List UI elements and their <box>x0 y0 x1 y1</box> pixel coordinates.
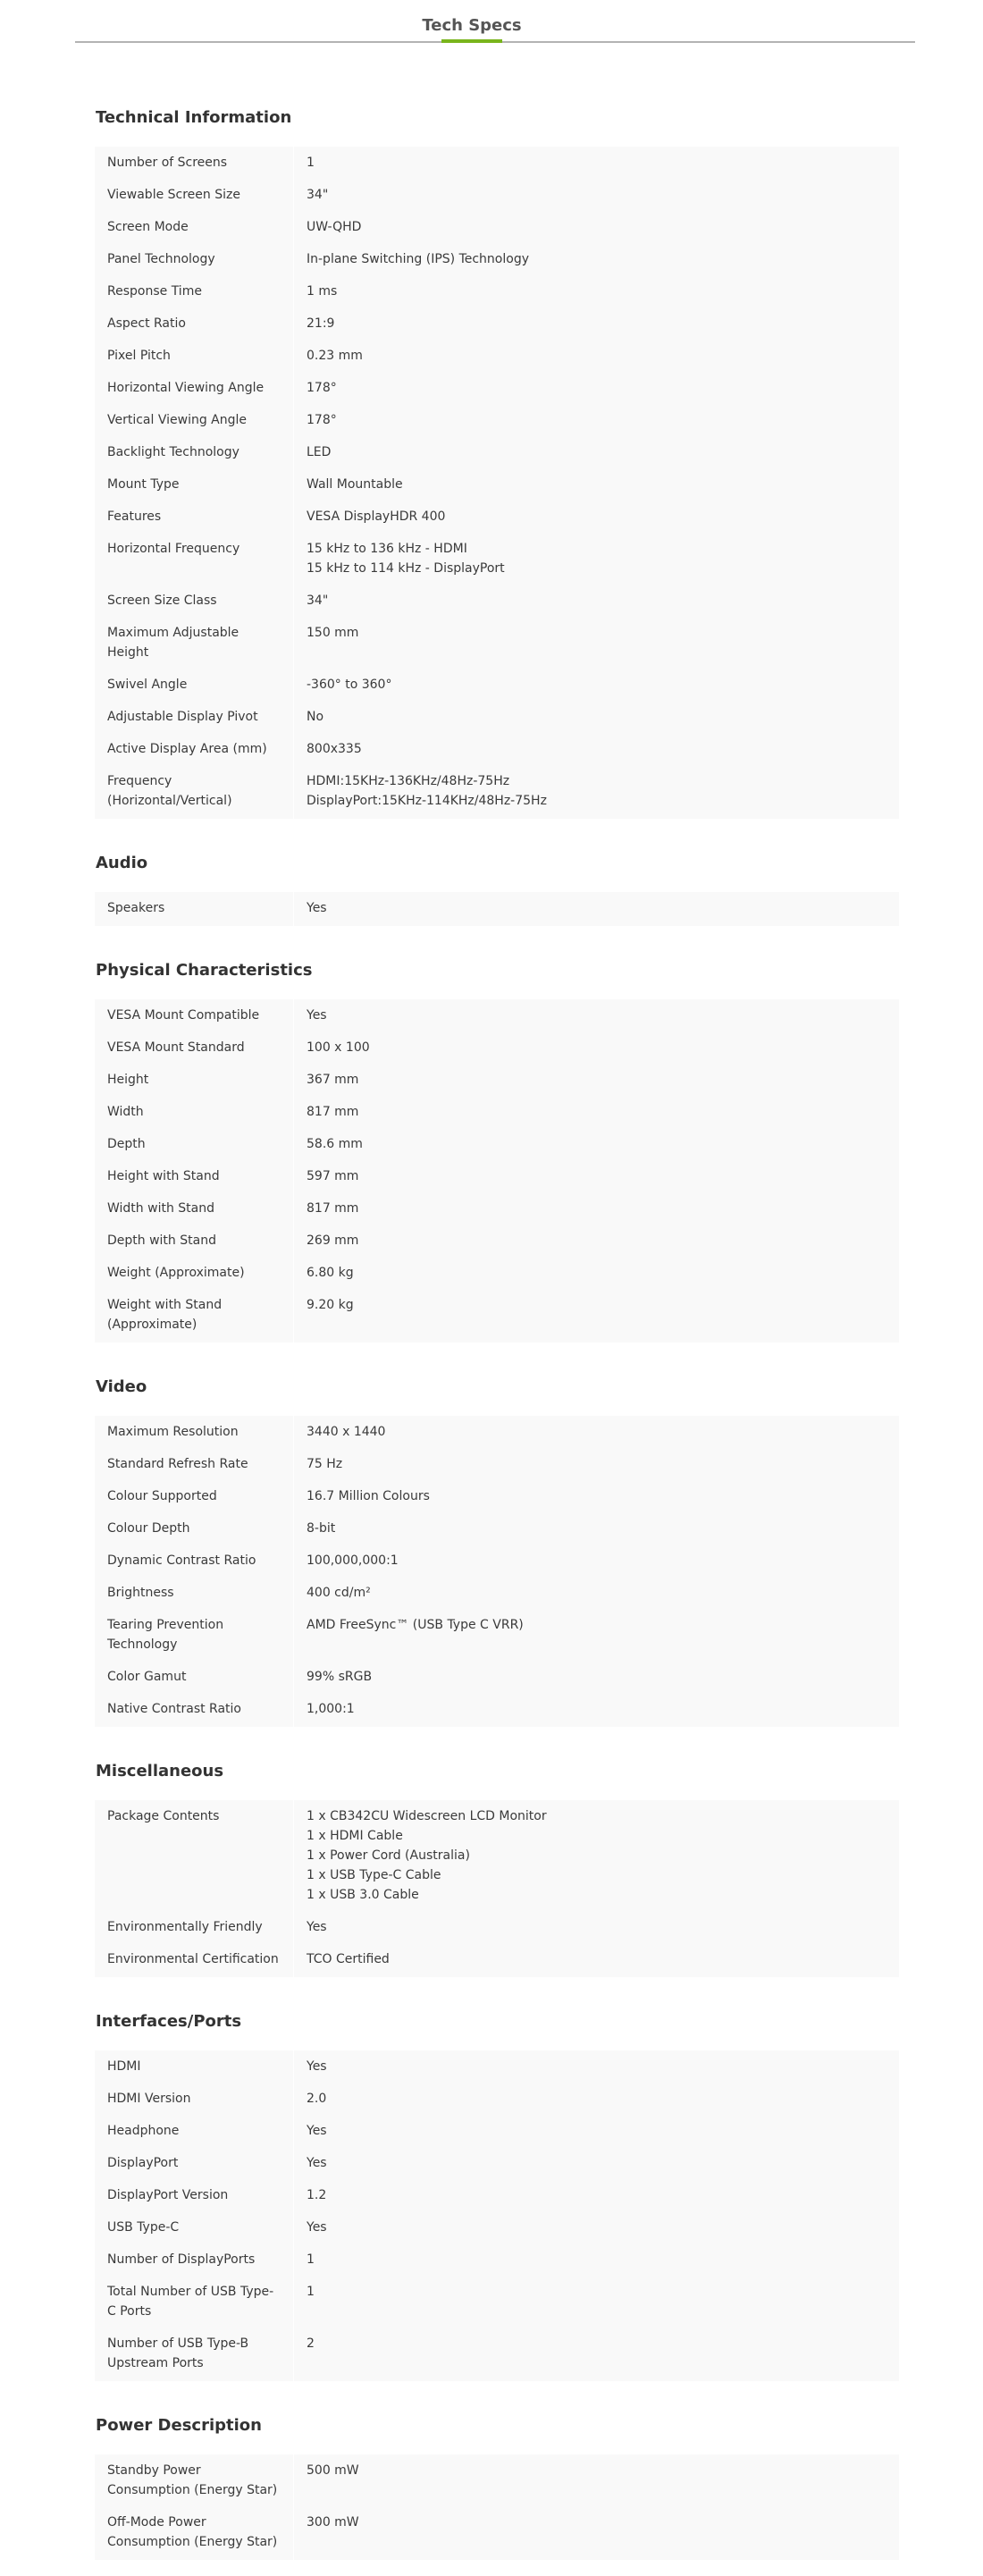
spec-value-line: 1,000:1 <box>307 1702 355 1716</box>
spec-value-line: 0.23 mm <box>307 349 363 363</box>
spec-label: Color Gamut <box>95 1663 294 1695</box>
section-title: Power Description <box>96 2416 262 2435</box>
spec-label: DisplayPort Version <box>95 2181 294 2213</box>
spec-row <box>95 892 899 926</box>
spec-value-line: 1 ms <box>307 284 338 299</box>
spec-value-line: 178° <box>307 381 337 395</box>
spec-label: Off-Mode Power Consumption (Energy Star) <box>95 2508 294 2560</box>
spec-section <box>95 1993 899 2381</box>
spec-value-line: 99% sRGB <box>307 1670 373 1684</box>
spec-row <box>95 1291 899 1343</box>
spec-value-line: Yes <box>307 2059 327 2074</box>
spec-value <box>294 999 900 1033</box>
spec-value-line: 2.0 <box>307 2092 327 2106</box>
spec-value <box>294 245 900 277</box>
spec-value <box>294 2454 900 2508</box>
spec-row <box>95 309 899 341</box>
spec-value-line: Yes <box>307 1008 327 1023</box>
spec-row <box>95 586 899 619</box>
spec-row <box>95 999 899 1033</box>
tab-bar <box>75 0 915 43</box>
spec-value <box>294 341 900 374</box>
spec-value <box>294 2508 900 2560</box>
spec-label: DisplayPort <box>95 2149 294 2181</box>
spec-value <box>294 438 900 470</box>
spec-row <box>95 767 899 819</box>
spec-value-line: 21:9 <box>307 316 335 331</box>
spec-row <box>95 470 899 502</box>
spec-label: Maximum Resolution <box>95 1416 294 1450</box>
spec-value-line: HDMI:15KHz-136KHz/48Hz-75Hz <box>307 774 510 788</box>
spec-row <box>95 1162 899 1194</box>
section-title: Miscellaneous <box>96 1762 224 1780</box>
spec-table <box>95 892 899 926</box>
spec-value <box>294 2050 900 2084</box>
spec-row <box>95 1033 899 1065</box>
spec-label: Native Contrast Ratio <box>95 1695 294 1727</box>
spec-label: Weight (Approximate) <box>95 1259 294 1291</box>
spec-label: VESA Mount Compatible <box>95 999 294 1033</box>
spec-value <box>294 1416 900 1450</box>
spec-value-line: 100,000,000:1 <box>307 1553 399 1568</box>
spec-label: Pixel Pitch <box>95 341 294 374</box>
spec-value-line: DisplayPort:15KHz-114KHz/48Hz-75Hz <box>307 794 547 808</box>
spec-value-line: 6.80 kg <box>307 1266 354 1280</box>
spec-value <box>294 1033 900 1065</box>
spec-row <box>95 1416 899 1450</box>
spec-row <box>95 1695 899 1727</box>
spec-value-line: 34" <box>307 188 329 202</box>
spec-value-line: 1 x HDMI Cable <box>307 1829 403 1843</box>
spec-label: Dynamic Contrast Ratio <box>95 1546 294 1578</box>
spec-label: Tearing Prevention Technology <box>95 1611 294 1663</box>
spec-label: Number of DisplayPorts <box>95 2245 294 2277</box>
section-title: Audio <box>96 854 148 872</box>
spec-row <box>95 1945 899 1977</box>
spec-label: Screen Size Class <box>95 586 294 619</box>
spec-value <box>294 619 900 670</box>
spec-row <box>95 2149 899 2181</box>
spec-value <box>294 586 900 619</box>
spec-label: Screen Mode <box>95 213 294 245</box>
spec-row <box>95 213 899 245</box>
spec-row <box>95 341 899 374</box>
spec-value-line: 367 mm <box>307 1073 359 1087</box>
spec-label: Response Time <box>95 277 294 309</box>
spec-value <box>294 2213 900 2245</box>
spec-row <box>95 2245 899 2277</box>
spec-value <box>294 470 900 502</box>
spec-label: Number of Screens <box>95 147 294 181</box>
spec-row <box>95 1450 899 1482</box>
spec-value-line: In-plane Switching (IPS) Technology <box>307 252 529 266</box>
spec-table <box>95 999 899 1343</box>
spec-value <box>294 670 900 703</box>
spec-value-line: 3440 x 1440 <box>307 1425 386 1439</box>
spec-label: Height with Stand <box>95 1162 294 1194</box>
spec-value-line: 817 mm <box>307 1105 359 1119</box>
spec-row <box>95 1065 899 1098</box>
spec-value <box>294 1482 900 1514</box>
spec-row <box>95 1226 899 1259</box>
spec-row <box>95 735 899 767</box>
spec-row <box>95 147 899 181</box>
spec-value-line: 269 mm <box>307 1233 359 1248</box>
spec-value-line: 1 x CB342CU Widescreen LCD Monitor <box>307 1809 547 1823</box>
spec-label: Height <box>95 1065 294 1098</box>
spec-label: Panel Technology <box>95 245 294 277</box>
spec-label: HDMI <box>95 2050 294 2084</box>
spec-value-line: 2 <box>307 2336 315 2351</box>
spec-label: Package Contents <box>95 1800 294 1913</box>
spec-label: Adjustable Display Pivot <box>95 703 294 735</box>
spec-label: Brightness <box>95 1578 294 1611</box>
spec-value-line: 58.6 mm <box>307 1137 363 1151</box>
spec-row <box>95 535 899 586</box>
spec-table <box>95 1800 899 1977</box>
spec-value <box>294 1162 900 1194</box>
spec-value-line: Yes <box>307 2124 327 2138</box>
spec-row <box>95 181 899 213</box>
section-title: Physical Characteristics <box>96 961 313 980</box>
spec-row <box>95 2454 899 2508</box>
spec-label: Swivel Angle <box>95 670 294 703</box>
spec-row <box>95 2050 899 2084</box>
spec-value <box>294 277 900 309</box>
spec-value-line: 178° <box>307 413 337 427</box>
spec-value <box>294 406 900 438</box>
spec-row <box>95 1800 899 1913</box>
spec-row <box>95 2277 899 2329</box>
spec-value-line: 500 mW <box>307 2463 359 2478</box>
spec-row <box>95 1098 899 1130</box>
spec-row <box>95 374 899 406</box>
spec-value-line: 400 cd/m² <box>307 1586 371 1600</box>
spec-value <box>294 1226 900 1259</box>
spec-value <box>294 767 900 819</box>
spec-label: Features <box>95 502 294 535</box>
tab-tech-specs[interactable]: Tech Specs <box>407 0 536 41</box>
spec-row <box>95 2084 899 2117</box>
section-title: Video <box>96 1377 147 1396</box>
spec-row <box>95 2213 899 2245</box>
spec-label: Standby Power Consumption (Energy Star) <box>95 2454 294 2508</box>
spec-value-line: Yes <box>307 901 327 915</box>
spec-value-line: 75 Hz <box>307 1457 343 1471</box>
spec-label: Standard Refresh Rate <box>95 1450 294 1482</box>
spec-value <box>294 2245 900 2277</box>
spec-row <box>95 1259 899 1291</box>
spec-value <box>294 535 900 586</box>
spec-value-line: 1 x Power Cord (Australia) <box>307 1848 470 1863</box>
spec-value-line: VESA DisplayHDR 400 <box>307 509 446 524</box>
spec-row <box>95 1611 899 1663</box>
spec-row <box>95 2329 899 2381</box>
spec-row <box>95 438 899 470</box>
spec-label: Headphone <box>95 2117 294 2149</box>
spec-sections <box>95 89 899 2576</box>
spec-value-line: 300 mW <box>307 2515 359 2530</box>
spec-value-line: 16.7 Million Colours <box>307 1489 430 1503</box>
spec-value-line: AMD FreeSync™ (USB Type C VRR) <box>307 1618 524 1632</box>
spec-value-line: 1 <box>307 2252 315 2267</box>
spec-value-line: 15 kHz to 136 kHz - HDMI <box>307 542 467 556</box>
spec-section <box>95 89 899 819</box>
spec-row <box>95 1482 899 1514</box>
spec-value-line: 34" <box>307 593 329 608</box>
spec-value-line: 597 mm <box>307 1169 359 1183</box>
spec-row <box>95 1663 899 1695</box>
section-title: Technical Information <box>96 108 292 127</box>
spec-value <box>294 502 900 535</box>
spec-value-line: -360° to 360° <box>307 678 392 692</box>
spec-value <box>294 2181 900 2213</box>
spec-label: HDMI Version <box>95 2084 294 2117</box>
spec-value <box>294 1578 900 1611</box>
spec-value <box>294 2149 900 2181</box>
spec-value <box>294 1913 900 1945</box>
spec-section <box>95 2397 899 2560</box>
spec-value-line: UW-QHD <box>307 220 362 234</box>
spec-section <box>95 835 899 926</box>
spec-row <box>95 1130 899 1162</box>
spec-label: Vertical Viewing Angle <box>95 406 294 438</box>
spec-value <box>294 1065 900 1098</box>
spec-row <box>95 1578 899 1611</box>
spec-row <box>95 2181 899 2213</box>
spec-label: Aspect Ratio <box>95 309 294 341</box>
spec-section <box>95 1743 899 1977</box>
spec-value-line: 1 x USB Type-C Cable <box>307 1868 441 1882</box>
spec-value-line: LED <box>307 445 332 459</box>
spec-row <box>95 502 899 535</box>
spec-section <box>95 1359 899 1727</box>
spec-value-line: 100 x 100 <box>307 1040 370 1055</box>
spec-value <box>294 2084 900 2117</box>
spec-label: Environmental Certification <box>95 1945 294 1977</box>
spec-label: USB Type-C <box>95 2213 294 2245</box>
spec-label: Colour Depth <box>95 1514 294 1546</box>
spec-row <box>95 1913 899 1945</box>
spec-label: VESA Mount Standard <box>95 1033 294 1065</box>
spec-label: Depth with Stand <box>95 1226 294 1259</box>
spec-table <box>95 1416 899 1727</box>
spec-value-line: 150 mm <box>307 626 359 640</box>
spec-row <box>95 245 899 277</box>
spec-value <box>294 1945 900 1977</box>
spec-value <box>294 1259 900 1291</box>
spec-value <box>294 1611 900 1663</box>
spec-row <box>95 619 899 670</box>
spec-value-line: Yes <box>307 2220 327 2235</box>
spec-label: Frequency (Horizontal/Vertical) <box>95 767 294 819</box>
spec-value <box>294 1291 900 1343</box>
spec-label: Speakers <box>95 892 294 926</box>
spec-label: Depth <box>95 1130 294 1162</box>
spec-label: Active Display Area (mm) <box>95 735 294 767</box>
spec-value <box>294 2277 900 2329</box>
spec-label: Environmentally Friendly <box>95 1913 294 1945</box>
spec-label: Width with Stand <box>95 1194 294 1226</box>
spec-value <box>294 1663 900 1695</box>
spec-label: Total Number of USB Type-C Ports <box>95 2277 294 2329</box>
spec-value <box>294 703 900 735</box>
spec-row <box>95 670 899 703</box>
spec-table <box>95 147 899 819</box>
spec-value <box>294 2329 900 2381</box>
spec-row <box>95 1514 899 1546</box>
spec-row <box>95 703 899 735</box>
spec-value <box>294 1546 900 1578</box>
spec-value <box>294 1514 900 1546</box>
section-title: Interfaces/Ports <box>96 2012 242 2031</box>
spec-table <box>95 2454 899 2560</box>
spec-row <box>95 406 899 438</box>
spec-value-line: 1 <box>307 2285 315 2299</box>
spec-value-line: Yes <box>307 2156 327 2170</box>
spec-value-line: Yes <box>307 1920 327 1934</box>
spec-value <box>294 1695 900 1727</box>
spec-label: Number of USB Type-B Upstream Ports <box>95 2329 294 2381</box>
spec-row <box>95 2117 899 2149</box>
spec-label: Horizontal Frequency <box>95 535 294 586</box>
spec-row <box>95 2508 899 2560</box>
spec-row <box>95 1194 899 1226</box>
spec-value <box>294 892 900 926</box>
spec-value-line: 15 kHz to 114 kHz - DisplayPort <box>307 561 505 576</box>
spec-value-line: 1 <box>307 156 315 170</box>
spec-label: Width <box>95 1098 294 1130</box>
spec-label: Maximum Adjustable Height <box>95 619 294 670</box>
spec-value <box>294 147 900 181</box>
spec-value-line: TCO Certified <box>307 1952 390 1966</box>
spec-section <box>95 942 899 1343</box>
spec-value-line: 1 x USB 3.0 Cable <box>307 1888 419 1902</box>
spec-value <box>294 735 900 767</box>
spec-value <box>294 213 900 245</box>
spec-value-line: 800x335 <box>307 742 362 756</box>
spec-row <box>95 1546 899 1578</box>
spec-value-line: 9.20 kg <box>307 1298 354 1312</box>
spec-table <box>95 2050 899 2381</box>
spec-label: Weight with Stand (Approximate) <box>95 1291 294 1343</box>
spec-value-line: Wall Mountable <box>307 477 403 492</box>
spec-value-line: No <box>307 710 324 724</box>
spec-row <box>95 277 899 309</box>
spec-value <box>294 1800 900 1913</box>
spec-value <box>294 1450 900 1482</box>
spec-value <box>294 1130 900 1162</box>
spec-label: Mount Type <box>95 470 294 502</box>
spec-label: Viewable Screen Size <box>95 181 294 213</box>
spec-label: Horizontal Viewing Angle <box>95 374 294 406</box>
spec-value <box>294 1098 900 1130</box>
spec-value <box>294 1194 900 1226</box>
spec-value-line: 8-bit <box>307 1521 336 1536</box>
spec-label: Backlight Technology <box>95 438 294 470</box>
spec-value <box>294 2117 900 2149</box>
spec-label: Colour Supported <box>95 1482 294 1514</box>
spec-value <box>294 374 900 406</box>
spec-value-line: 817 mm <box>307 1201 359 1216</box>
spec-value <box>294 181 900 213</box>
spec-value <box>294 309 900 341</box>
spec-value-line: 1.2 <box>307 2188 327 2202</box>
